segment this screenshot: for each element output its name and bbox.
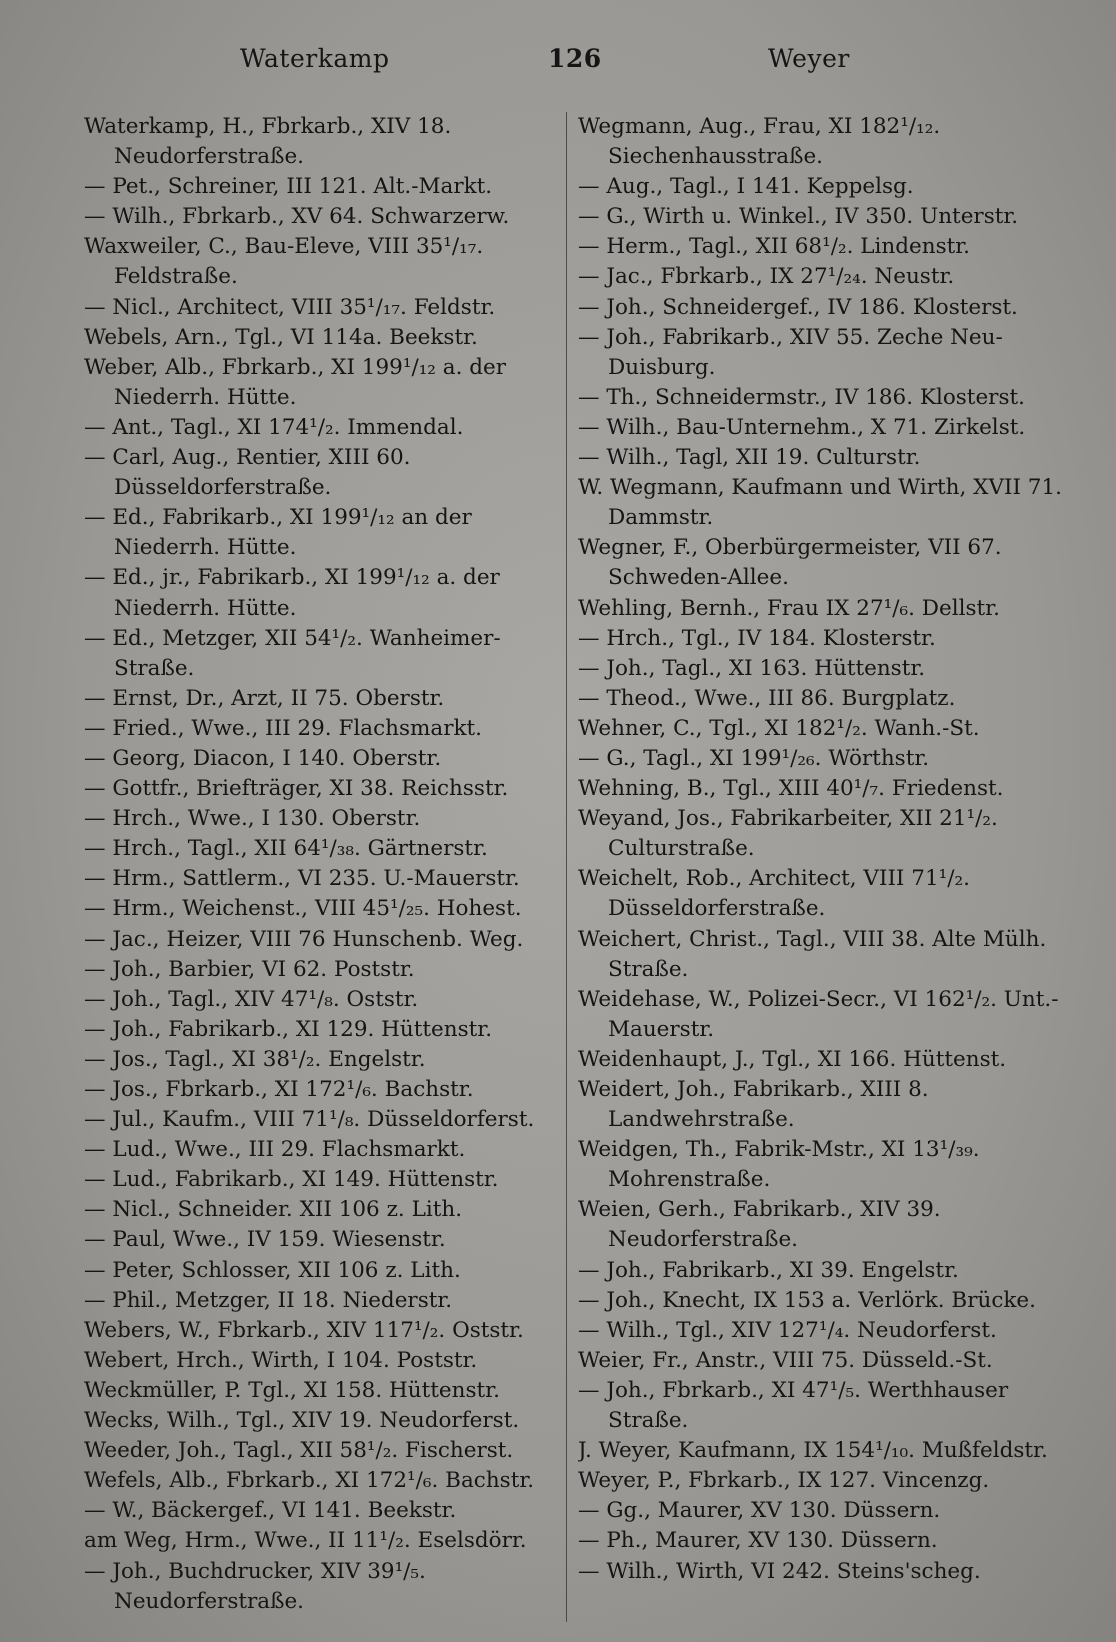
directory-entry: Weichert, Christ., Tagl., VIII 38. Alte Mülh. Straße. bbox=[578, 926, 1047, 982]
directory-entry: — G., Wirth u. Winkel., IV 350. Unterstr. bbox=[578, 204, 1019, 230]
directory-entry: — Joh., Fabrikarb., XI 39. Engelstr. bbox=[578, 1257, 959, 1283]
directory-entry: — Ed., Metzger, XII 54¹/₂. Wanheimer-Straße. bbox=[84, 625, 501, 681]
directory-entry: Webels, Arn., Tgl., VI 114a. Beekstr. bbox=[84, 324, 478, 350]
directory-entry: Wecks, Wilh., Tgl., XIV 19. Neudorferst. bbox=[84, 1408, 520, 1434]
directory-entry: Waterkamp, H., Fbrkarb., XIV 18. Neudorferstraße. bbox=[84, 114, 452, 170]
directory-entry: — Joh., Tagl., XI 163. Hüttenstr. bbox=[578, 655, 926, 681]
directory-entry: — Wilh., Bau-Unternehm., X 71. Zirkelst. bbox=[578, 414, 1026, 440]
directory-entry: Weidenhaupt, J., Tgl., XI 166. Hüttenst. bbox=[578, 1046, 1007, 1072]
directory-entry: — Jac., Heizer, VIII 76 Hunschenb. Weg. bbox=[84, 926, 524, 952]
directory-entry: Weidgen, Th., Fabrik-Mstr., XI 13¹/₃₉. Mohrenstraße. bbox=[578, 1137, 980, 1193]
header-right-catchword: Weyer bbox=[768, 44, 850, 73]
directory-entry: — Wilh., Wirth, VI 242. Steins'scheg. bbox=[578, 1558, 981, 1584]
directory-entry: — Peter, Schlosser, XII 106 z. Lith. bbox=[84, 1257, 461, 1283]
directory-entry: — Lud., Fabrikarb., XI 149. Hüttenstr. bbox=[84, 1167, 499, 1193]
directory-entry: Wehling, Bernh., Frau IX 27¹/₆. Dellstr. bbox=[578, 595, 1000, 621]
directory-entry: — Joh., Fabrikarb., XIV 55. Zeche Neu-Duisburg. bbox=[578, 324, 1003, 380]
directory-entry: Weyand, Jos., Fabrikarbeiter, XII 21¹/₂. Culturstraße. bbox=[578, 806, 998, 862]
directory-entry: — Jos., Tagl., XI 38¹/₂. Engelstr. bbox=[84, 1046, 426, 1072]
directory-entry: — Hrm., Sattlerm., VI 235. U.-Mauerstr. bbox=[84, 866, 520, 892]
directory-entry: Wehning, B., Tgl., XIII 40¹/₇. Friedenst. bbox=[578, 776, 1004, 802]
directory-entry: — Joh., Tagl., XIV 47¹/₈. Oststr. bbox=[84, 986, 419, 1012]
directory-entry: Weien, Gerh., Fabrikarb., XIV 39. Neudorferstraße. bbox=[578, 1197, 941, 1253]
page-header bbox=[0, 44, 1116, 84]
directory-entry: — Th., Schneidermstr., IV 186. Klosterst. bbox=[578, 384, 1025, 410]
directory-entry: — G., Tagl., XI 199¹/₂₆. Wörthstr. bbox=[578, 745, 930, 771]
directory-entry: — Ant., Tagl., XI 174¹/₂. Immendal. bbox=[84, 414, 464, 440]
directory-entry: — Herm., Tagl., XII 68¹/₂. Lindenstr. bbox=[578, 234, 970, 260]
directory-entry: — Hrm., Weichenst., VIII 45¹/₂₅. Hohest. bbox=[84, 896, 522, 922]
directory-entry: Wefels, Alb., Fbrkarb., XI 172¹/₆. Bachstr. bbox=[84, 1468, 535, 1494]
left-column bbox=[84, 112, 554, 1627]
directory-entry: — Hrch., Wwe., I 130. Oberstr. bbox=[84, 806, 421, 832]
directory-entry: — Joh., Knecht, IX 153 a. Verlörk. Brücke. bbox=[578, 1287, 1036, 1313]
directory-entry: — Hrch., Tagl., XII 64¹/₃₈. Gärtnerstr. bbox=[84, 836, 488, 862]
directory-entry: — Nicl., Architect, VIII 35¹/₁₇. Feldstr. bbox=[84, 294, 496, 320]
directory-entry: — Wilh., Tagl, XII 19. Culturstr. bbox=[578, 445, 921, 471]
directory-entry: — Aug., Tagl., I 141. Keppelsg. bbox=[578, 174, 914, 200]
directory-entry: — Theod., Wwe., III 86. Burgplatz. bbox=[578, 685, 956, 711]
directory-entry: Weyer, P., Fbrkarb., IX 127. Vincenzg. bbox=[578, 1468, 990, 1494]
directory-entry: — Joh., Fabrikarb., XI 129. Hüttenstr. bbox=[84, 1016, 493, 1042]
directory-entry: — Lud., Wwe., III 29. Flachsmarkt. bbox=[84, 1137, 466, 1163]
directory-entry: — W., Bäckergef., VI 141. Beekstr. bbox=[84, 1498, 457, 1524]
directory-entry: Wehner, C., Tgl., XI 182¹/₂. Wanh.-St. bbox=[578, 715, 980, 741]
directory-entry: am Weg, Hrm., Wwe., II 11¹/₂. Eselsdörr. bbox=[84, 1528, 527, 1554]
directory-entry: — Ed., Fabrikarb., XI 199¹/₁₂ an der Niederrh. Hütte. bbox=[84, 505, 472, 561]
directory-entry: — Georg, Diacon, I 140. Oberstr. bbox=[84, 745, 442, 771]
directory-entry: — Jul., Kaufm., VIII 71¹/₈. Düsseldorferst. bbox=[84, 1107, 535, 1133]
directory-entry: — Paul, Wwe., IV 159. Wiesenstr. bbox=[84, 1227, 446, 1253]
directory-entry: — Wilh., Fbrkarb., XV 64. Schwarzerw. bbox=[84, 204, 510, 230]
directory-entry: Weichelt, Rob., Architect, VIII 71¹/₂. Düsseldorferstraße. bbox=[578, 866, 970, 922]
directory-entry: — Gg., Maurer, XV 130. Düssern. bbox=[578, 1498, 941, 1524]
directory-entry: Weidert, Joh., Fabrikarb., XIII 8. Landwehrstraße. bbox=[578, 1077, 929, 1133]
directory-entry: Weber, Alb., Fbrkarb., XI 199¹/₁₂ a. der Niederrh. Hütte. bbox=[84, 354, 507, 410]
right-column bbox=[578, 112, 1070, 1627]
header-left-catchword: Waterkamp bbox=[240, 44, 390, 73]
directory-entry: — Ernst, Dr., Arzt, II 75. Oberstr. bbox=[84, 685, 445, 711]
directory-entry: — Joh., Fbrkarb., XI 47¹/₅. Werthhauser Straße. bbox=[578, 1377, 1009, 1434]
directory-entry: — Wilh., Tgl., XIV 127¹/₄. Neudorferst. bbox=[578, 1317, 997, 1343]
directory-entry: Weckmüller, P. Tgl., XI 158. Hüttenstr. bbox=[84, 1377, 500, 1403]
directory-entry: — Fried., Wwe., III 29. Flachsmarkt. bbox=[84, 715, 482, 741]
directory-entry: Waxweiler, C., Bau-Eleve, VIII 35¹/₁₇. Feldstraße. bbox=[84, 234, 484, 290]
directory-entry: — Jos., Fbrkarb., XI 172¹/₆. Bachstr. bbox=[84, 1077, 474, 1102]
directory-entry: — Carl, Aug., Rentier, XIII 60. Düsseldorferstraße. bbox=[84, 445, 411, 501]
directory-entry: — Joh., Barbier, VI 62. Poststr. bbox=[84, 956, 415, 982]
directory-entry: — Hrch., Tgl., IV 184. Klosterstr. bbox=[578, 625, 936, 651]
directory-entry: — Phil., Metzger, II 18. Niederstr. bbox=[84, 1287, 453, 1313]
directory-entry: — Joh., Schneidergef., IV 186. Klosterst. bbox=[578, 294, 1018, 320]
directory-entry: Weeder, Joh., Tagl., XII 58¹/₂. Fischerst. bbox=[84, 1438, 514, 1464]
column-divider bbox=[566, 112, 567, 1622]
directory-entry: — Nicl., Schneider. XII 106 z. Lith. bbox=[84, 1197, 463, 1223]
directory-entry: Webert, Hrch., Wirth, I 104. Poststr. bbox=[84, 1347, 478, 1373]
directory-entry: Wegner, F., Oberbürgermeister, VII 67. Schweden-Allee. bbox=[578, 535, 1002, 591]
directory-entry: Weier, Fr., Anstr., VIII 75. Düsseld.-St. bbox=[578, 1347, 993, 1373]
directory-entry: — Ph., Maurer, XV 130. Düssern. bbox=[578, 1528, 938, 1554]
page-number: 126 bbox=[548, 44, 602, 73]
directory-entry: Wegmann, Aug., Frau, XI 182¹/₁₂. Siechenhausstraße. bbox=[578, 114, 941, 170]
directory-entry: — Pet., Schreiner, III 121. Alt.-Markt. bbox=[84, 174, 493, 200]
directory-entry-advertised: J. Weyer, Kaufmann, IX 154¹/₁₀. Mußfeldstr. bbox=[578, 1438, 1048, 1464]
directory-entry: — Jac., Fbrkarb., IX 27¹/₂₄. Neustr. bbox=[578, 264, 955, 290]
directory-entry: Weidehase, W., Polizei-Secr., VI 162¹/₂. Unt.-Mauerstr. bbox=[578, 986, 1059, 1042]
directory-entry: — Joh., Buchdrucker, XIV 39¹/₅. Neudorferstraße. bbox=[84, 1558, 426, 1614]
directory-entry: Webers, W., Fbrkarb., XIV 117¹/₂. Oststr. bbox=[84, 1317, 524, 1343]
directory-entry-advertised: W. Wegmann, Kaufmann und Wirth, XVII 71. Dammstr. bbox=[578, 475, 1062, 531]
directory-entry: — Ed., jr., Fabrikarb., XI 199¹/₁₂ a. der Niederrh. Hütte. bbox=[84, 565, 500, 621]
directory-entry: — Gottfr., Briefträger, XI 38. Reichsstr. bbox=[84, 776, 509, 802]
